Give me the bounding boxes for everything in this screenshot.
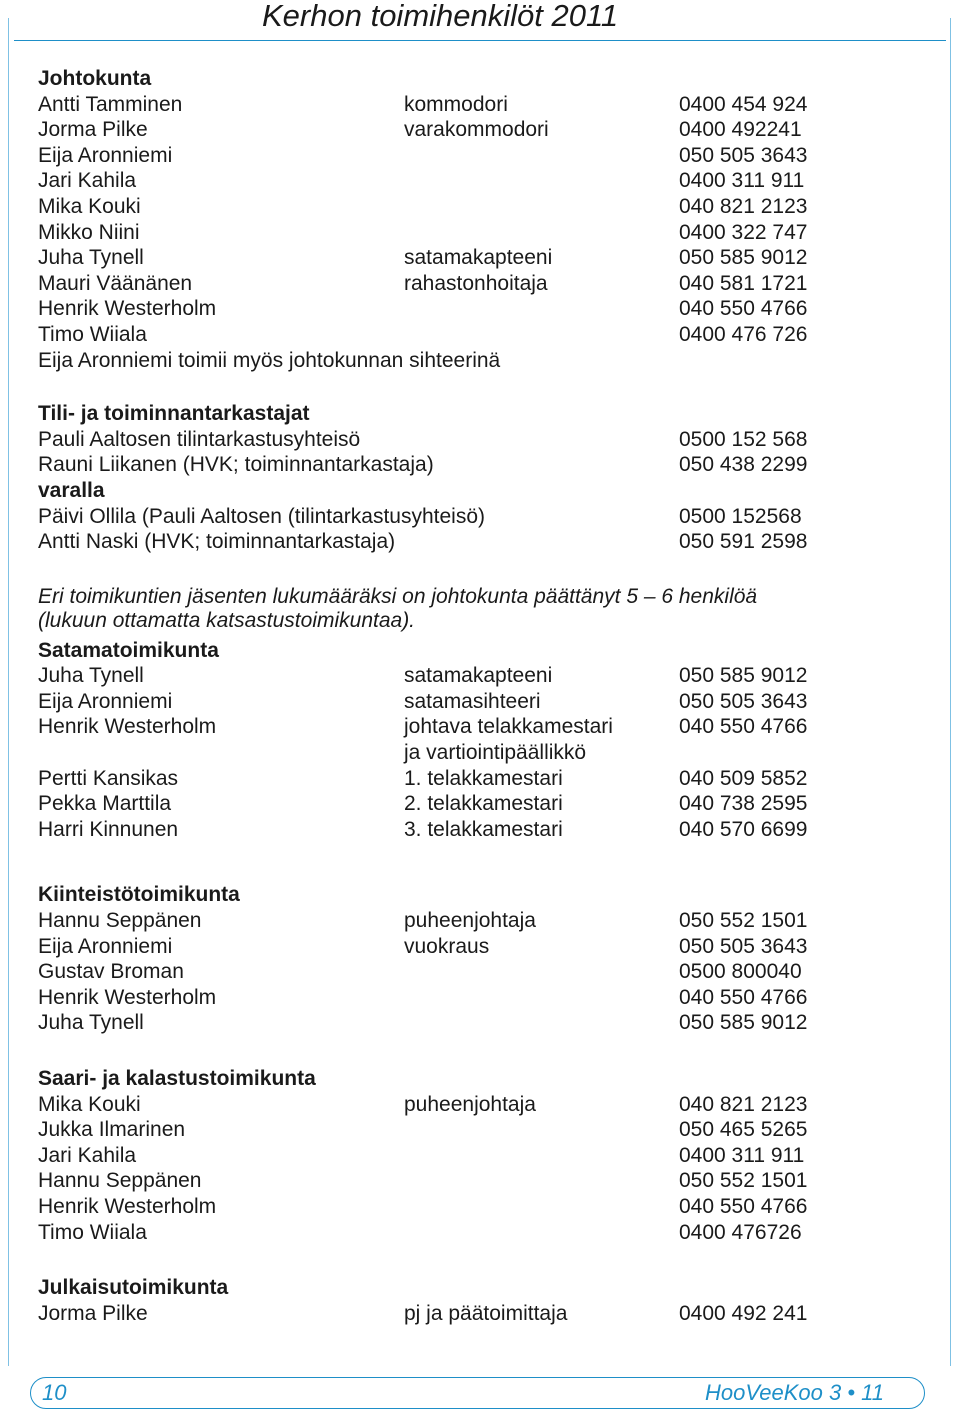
section-heading: Johtokunta	[38, 67, 152, 90]
person-name: Hannu Seppänen	[38, 909, 202, 933]
phone-number: 040 550 4766	[679, 297, 808, 321]
phone-number: 050 505 3643	[679, 143, 808, 167]
official-row	[38, 766, 918, 792]
phone-number: 040 738 2595	[679, 792, 808, 816]
phone-number: 050 585 9012	[679, 1011, 808, 1035]
role: puheenjohtaja	[404, 909, 536, 933]
official-row	[38, 985, 918, 1011]
official-row	[38, 714, 918, 740]
phone-number: 0400 492 241	[679, 1301, 808, 1325]
role: 3. telakkamestari	[404, 817, 563, 841]
person-name: Antti Tamminen	[38, 92, 183, 116]
phone-number: 050 505 3643	[679, 689, 808, 713]
phone-number: 040 550 4766	[679, 985, 808, 1009]
role: vuokraus	[404, 934, 490, 958]
person-name: Eija Aronniemi	[38, 143, 173, 167]
official-row	[38, 934, 918, 960]
phone-number: 050 585 9012	[679, 246, 808, 270]
official-row	[38, 1143, 918, 1169]
section-heading: Julkaisutoimikunta	[38, 1276, 229, 1300]
phone-number: 050 552 1501	[679, 1169, 808, 1193]
person-name: Mika Kouki	[38, 1092, 141, 1116]
official-row	[38, 504, 918, 530]
official-row	[38, 791, 918, 817]
officials-table	[38, 663, 918, 842]
person-name: Gustav Broman	[38, 960, 184, 984]
person-name: Pertti Kansikas	[38, 766, 179, 790]
person-name: Jukka Ilmarinen	[38, 1118, 186, 1142]
person-name: Eija Aronniemi	[38, 689, 173, 713]
section-julkaisutoimikunta	[38, 1275, 918, 1326]
person-name: Harri Kinnunen	[38, 817, 179, 841]
official-row	[38, 1168, 918, 1194]
phone-number: 040 550 4766	[679, 715, 808, 739]
phone-number: 0400 476726	[679, 1220, 802, 1244]
phone-number: 050 591 2598	[679, 530, 808, 554]
official-row	[38, 908, 918, 934]
role: varakommodori	[404, 118, 549, 142]
person-name: Timo Wiiala	[38, 1220, 147, 1244]
official-row	[38, 529, 918, 555]
official-row	[38, 245, 918, 271]
phone-number: 040 821 2123	[679, 194, 808, 218]
official-row	[38, 427, 918, 453]
phone-number: 050 552 1501	[679, 909, 808, 933]
page-number: 10	[42, 1380, 67, 1405]
role: 2. telakkamestari	[404, 792, 563, 816]
official-row	[38, 296, 918, 322]
phone-number: 040 581 1721	[679, 271, 808, 295]
phone-number: 0400 454 924	[679, 92, 808, 116]
person-name: Juha Tynell	[38, 1011, 144, 1035]
officials-table	[38, 1301, 918, 1327]
person-name: Henrik Westerholm	[38, 985, 217, 1009]
section-heading: Satamatoimikunta	[38, 638, 219, 662]
role: kommodori	[404, 92, 508, 116]
role: pj ja päätoimittaja	[404, 1301, 568, 1325]
officials-table	[38, 908, 918, 1036]
person-name: Juha Tynell	[38, 664, 144, 688]
official-row	[38, 817, 918, 843]
section-heading: Saari- ja kalastustoimikunta	[38, 1067, 316, 1090]
official-row	[38, 740, 918, 766]
official-row	[38, 322, 918, 348]
official-row	[38, 1010, 918, 1036]
intro-note-line-1: Eri toimikuntien jäsenten lukumääräksi on johtokunta päättänyt 5 – 6 henkilöä	[38, 584, 758, 608]
official-row	[38, 1092, 918, 1118]
spacer	[38, 1245, 918, 1275]
officials-table	[38, 92, 918, 348]
person-name: Henrik Westerholm	[38, 715, 217, 739]
page-title: Kerhon toimihenkilöt 2011	[262, 0, 619, 33]
person-name: Hannu Seppänen	[38, 1169, 202, 1193]
footer-bar	[30, 1377, 925, 1409]
official-row	[38, 194, 918, 220]
phone-number: 0400 311 911	[679, 169, 805, 193]
person-name: Pauli Aaltosen tilintarkastusyhteisö	[38, 427, 361, 451]
officials-table	[38, 1092, 918, 1246]
spacer	[38, 842, 918, 882]
role: puheenjohtaja	[404, 1092, 536, 1116]
person-name: Jorma Pilke	[38, 1301, 148, 1325]
official-row	[38, 220, 918, 246]
person-name: Henrik Westerholm	[38, 297, 217, 321]
official-row	[38, 959, 918, 985]
section-heading: Kiinteistötoimikunta	[38, 883, 240, 907]
official-row	[38, 92, 918, 118]
spacer	[38, 373, 918, 401]
official-row	[38, 143, 918, 169]
section-satamatoimikunta	[38, 638, 918, 843]
phone-number: 0500 152 568	[679, 427, 808, 451]
officials-table	[38, 504, 918, 555]
phone-number: 0400 492241	[679, 118, 802, 142]
person-name: Pekka Marttila	[38, 792, 172, 816]
substitutes-heading: varalla	[38, 478, 105, 502]
phone-number: 040 509 5852	[679, 766, 808, 790]
official-row	[38, 1220, 918, 1246]
person-name: Eija Aronniemi	[38, 934, 173, 958]
section-tarkastajat	[38, 401, 918, 555]
phone-number: 050 585 9012	[679, 664, 808, 688]
official-row	[38, 271, 918, 297]
secretary-note: Eija Aronniemi toimii myös johtokunnan sihteerinä	[38, 348, 501, 372]
person-name: Jari Kahila	[38, 169, 137, 193]
phone-number: 0400 322 747	[679, 220, 808, 244]
person-name: Mikko Niini	[38, 220, 140, 244]
person-name: Henrik Westerholm	[38, 1194, 217, 1218]
left-margin-rule	[8, 18, 9, 1366]
title-rule	[14, 40, 946, 41]
person-name: Mika Kouki	[38, 194, 141, 218]
role: ja vartiointipäällikkö	[404, 741, 587, 765]
person-name: Mauri Väänänen	[38, 271, 193, 295]
role: 1. telakkamestari	[404, 766, 563, 790]
official-row	[38, 1301, 918, 1327]
person-name: Päivi Ollila (Pauli Aaltosen (tilintarkastusyhteisö)	[38, 504, 486, 528]
phone-number: 0400 476 726	[679, 322, 808, 346]
phone-number: 050 505 3643	[679, 934, 808, 958]
spacer	[38, 555, 918, 585]
official-row	[38, 1194, 918, 1220]
role: johtava telakkamestari	[404, 715, 613, 739]
phone-number: 040 821 2123	[679, 1092, 808, 1116]
phone-number: 050 438 2299	[679, 453, 808, 477]
phone-number: 040 550 4766	[679, 1194, 808, 1218]
official-row	[38, 1117, 918, 1143]
phone-number: 040 570 6699	[679, 817, 808, 841]
official-row	[38, 168, 918, 194]
spacer	[38, 1036, 918, 1066]
role: satamasihteeri	[404, 689, 541, 713]
role: satamakapteeni	[404, 664, 553, 688]
official-row	[38, 117, 918, 143]
officials-list	[38, 66, 918, 1326]
phone-number: 050 465 5265	[679, 1118, 808, 1142]
section-johtokunta	[38, 66, 918, 373]
role: rahastonhoitaja	[404, 271, 548, 295]
person-name: Antti Naski (HVK; toiminnantarkastaja)	[38, 530, 396, 554]
section-heading: Tili- ja toiminnantarkastajat	[38, 402, 310, 426]
official-row	[38, 663, 918, 689]
phone-number: 0500 800040	[679, 960, 802, 984]
person-name: Jari Kahila	[38, 1143, 137, 1167]
publication-name: HooVeeKoo 3 • 11	[705, 1380, 884, 1405]
right-margin-rule	[950, 18, 951, 1366]
section-kiinteistotoimikunta	[38, 882, 918, 1036]
person-name: Timo Wiiala	[38, 322, 147, 346]
person-name: Jorma Pilke	[38, 118, 148, 142]
officials-table	[38, 427, 918, 478]
official-row	[38, 689, 918, 715]
phone-number: 0500 152568	[679, 504, 802, 528]
phone-number: 0400 311 911	[679, 1143, 805, 1167]
section-saari-kalastustoimikunta	[38, 1066, 918, 1245]
person-name: Juha Tynell	[38, 246, 144, 270]
person-name: Rauni Liikanen (HVK; toiminnantarkastaja)	[38, 453, 434, 477]
role: satamakapteeni	[404, 246, 553, 270]
official-row	[38, 452, 918, 478]
intro-note-line-2: (lukuun ottamatta katsastustoimikuntaa).	[38, 608, 416, 632]
